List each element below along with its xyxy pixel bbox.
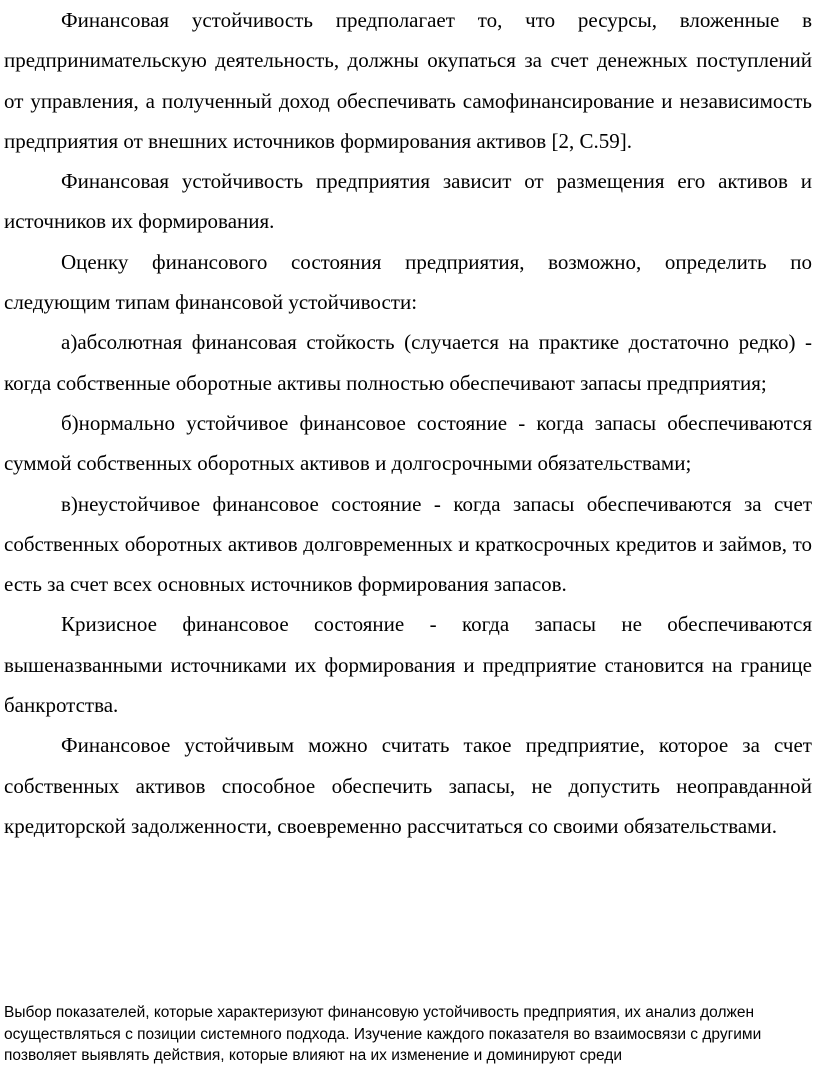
- footnote-text: Выбор показателей, которые характеризуют финансовую устойчивость предприятия, их анализ должен осуществляться с позиции системного подхода. Изучение каждого показателя во взаимосвязи с другими позволяет выявлять действия, которые влияют на их изменение и доминируют среди: [4, 1004, 762, 1064]
- paragraph-type-c-unstable: в)неустойчивое финансовое состояние - когда запасы обеспечиваются за счет собственных оборотных активов долговременных и краткосрочных кредитов и займов, то есть за счет всех основных источников формирования запасов.: [4, 491, 812, 597]
- paragraph-type-b-normal: б)нормально устойчивое финансовое состояние - когда запасы обеспечиваются суммой собственных оборотных активов и долгосрочными обязательствами;: [4, 410, 812, 476]
- paragraph-crisis-state: Кризисное финансовое состояние - когда запасы не обеспечиваются вышеназванными источниками их формирования и предприятие становится на границе банкротства.: [4, 612, 812, 718]
- paragraph-stable-enterprise: Финансовое устойчивым можно считать такое предприятие, которое за счет собственных активов способное обеспечить запасы, не допустить неоправданной кредиторской задолженности, своевременно рассчитаться со своими обязательствами.: [4, 733, 812, 838]
- document-body: [4, 0, 812, 846]
- paragraph-type-a-absolute: а)абсолютная финансовая стойкость (случается на практике достаточно редко) - когда собственные оборотные активы полностью обеспечивают запасы предприятия;: [4, 330, 812, 395]
- paragraph-stability-types-intro: Оценку финансового состояния предприятия, возможно, определить по следующим типам финансовой устойчивости:: [4, 249, 812, 315]
- paragraph-financial-stability-definition: Финансовая устойчивость предполагает то, что ресурсы, вложенные в предпринимательскую деятельность, должны окупаться за счет денежных поступлений от управления, а полученный доход обеспечивать самофинансирование и независимость предприятия от внешних источников формирования активов [2, С.59].: [4, 8, 812, 153]
- paragraph-stability-dependence: Финансовая устойчивость предприятия зависит от размещения его активов и источников их формирования.: [4, 169, 812, 234]
